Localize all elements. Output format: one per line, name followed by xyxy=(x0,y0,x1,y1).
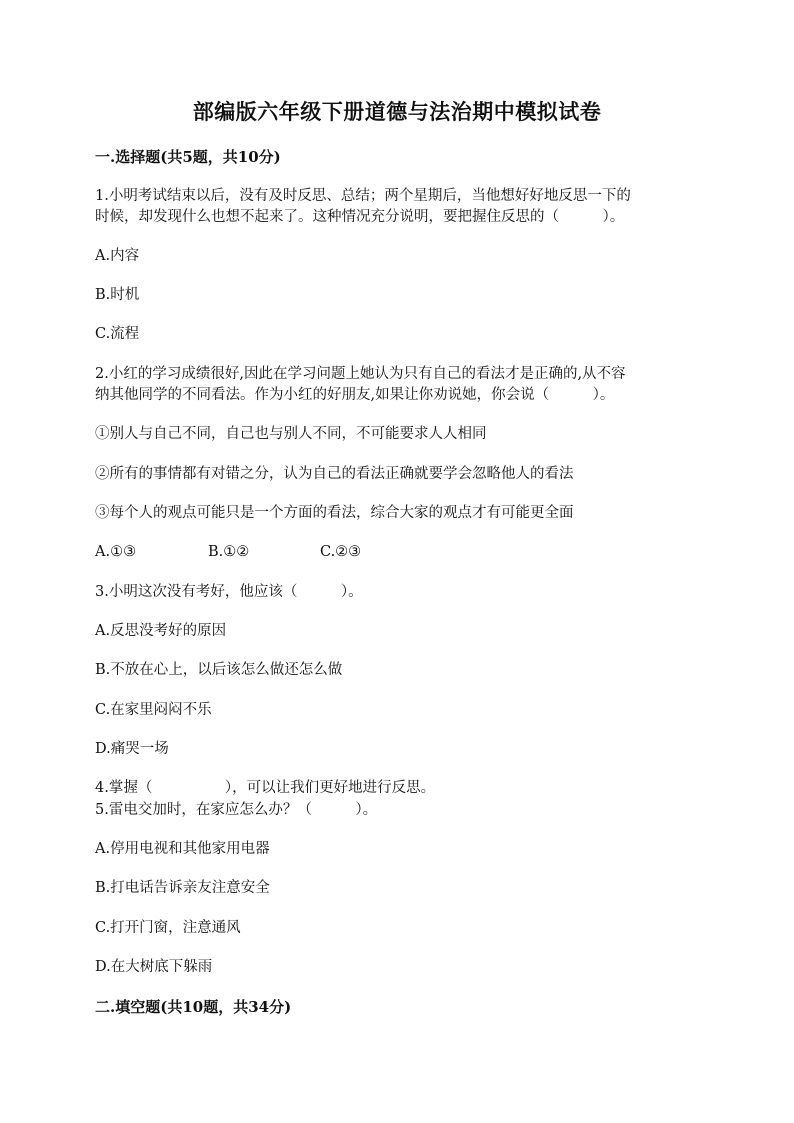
question-1-stem-line-1: 1.小明考试结束以后，没有及时反思、总结；两个星期后，当他想好好地反思一下的 xyxy=(95,188,631,204)
question-1-option-c: C.流程 xyxy=(95,326,140,342)
question-3-option-b: B.不放在心上，以后该怎么做还怎么做 xyxy=(95,662,343,678)
question-2-stem-line-2: 纳其他同学的不同看法。作为小红的好朋友,如果让你劝说她，你会说（ ）。 xyxy=(95,387,615,403)
question-3-option-c: C.在家里闷闷不乐 xyxy=(95,702,212,718)
question-2-option-a: A.①③ xyxy=(95,544,137,560)
section-heading-fill-in: 二.填空题(共10题，共34分) xyxy=(95,998,292,1016)
question-2-options-row xyxy=(95,542,361,563)
question-3-stem: 3.小明这次没有考好，他应该（ ）。 xyxy=(95,584,363,600)
question-1-stem-line-2: 时候，却发现什么也想不起来了。这种情况充分说明，要把握住反思的（ ）。 xyxy=(95,209,625,225)
question-5-option-b: B.打电话告诉亲友注意安全 xyxy=(95,880,270,896)
question-2-option-b: B.①② xyxy=(208,544,250,560)
question-5-option-d: D.在大树底下躲雨 xyxy=(95,959,213,975)
question-5-option-a: A.停用电视和其他家用电器 xyxy=(95,841,270,857)
question-1-option-b: B.时机 xyxy=(95,287,140,303)
question-1-option-a: A.内容 xyxy=(95,248,140,264)
question-4-stem: 4.掌握（ ），可以让我们更好地进行反思。 xyxy=(95,780,436,796)
page-title: 部编版六年级下册道德与法治期中模拟试卷 xyxy=(192,99,602,124)
question-2-statement-3: ③每个人的观点可能只是一个方面的看法，综合大家的观点才有可能更全面 xyxy=(95,505,574,521)
question-2-option-c: C.②③ xyxy=(320,544,362,560)
question-3-option-a: A.反思没考好的原因 xyxy=(95,623,227,639)
question-2-statement-2: ②所有的事情都有对错之分，认为自己的看法正确就要学会忽略他人的看法 xyxy=(95,466,574,482)
question-3-option-d: D.痛哭一场 xyxy=(95,741,169,757)
question-2-statement-1: ①别人与自己不同，自己也与别人不同，不可能要求人人相同 xyxy=(95,426,487,442)
section-heading-choice: 一.选择题(共5题，共10分) xyxy=(95,148,281,166)
question-5-option-c: C.打开门窗，注意通风 xyxy=(95,920,241,936)
question-2-stem-line-1: 2.小红的学习成绩很好,因此在学习问题上她认为只有自己的看法才是正确的,从不容 xyxy=(95,366,626,382)
question-5-stem: 5.雷电交加时，在家应怎么办？（ ）。 xyxy=(95,802,378,818)
